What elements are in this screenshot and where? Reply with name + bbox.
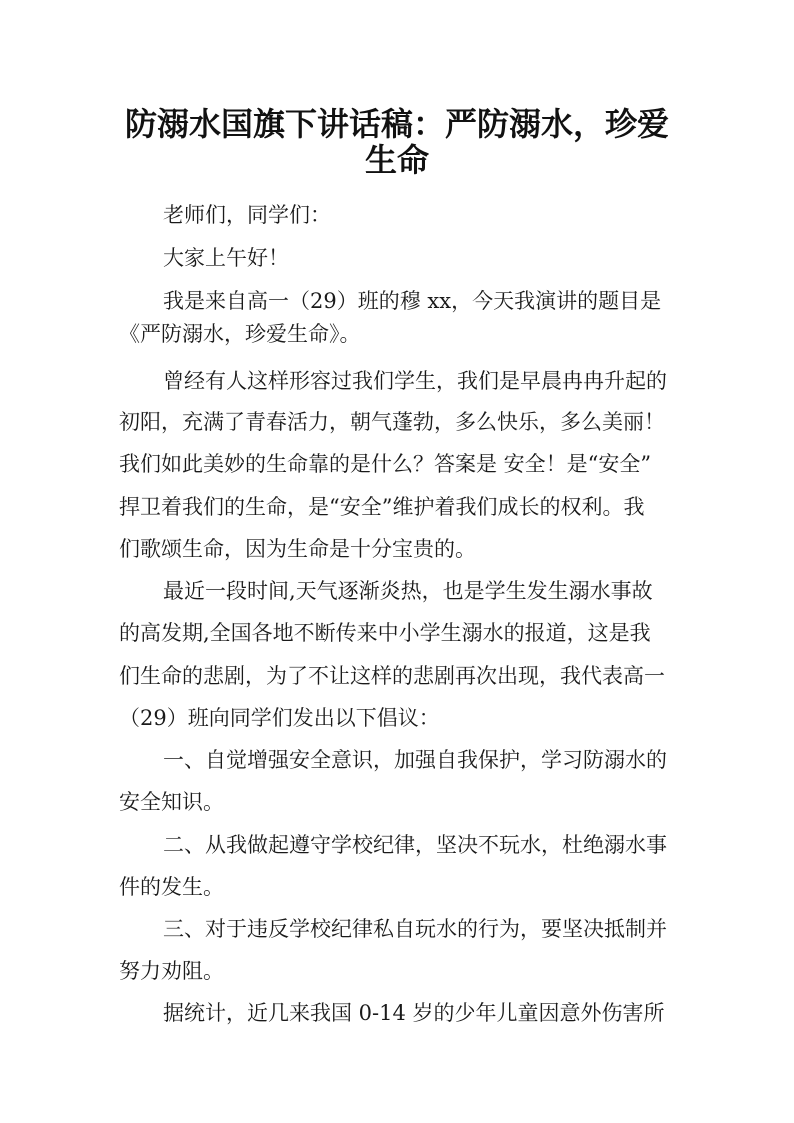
body-line: 的高发期,全国各地不断传来中小学生溺水的报道，这是我 <box>119 621 651 645</box>
body-line: 三、对于违反学校纪律私自玩水的行为，要坚决抵制并 <box>163 917 667 941</box>
body-line: 我是来自高一（29）班的穆 xx，今天我演讲的题目是 <box>163 289 662 313</box>
body-line: 初阳，充满了青春活力，朝气蓬勃，多么快乐，多么美丽！ <box>119 410 665 434</box>
body-line: 们歌颂生命，因为生命是十分宝贵的。 <box>119 537 476 561</box>
body-line: 据统计，近几来我国 0-14 岁的少年儿童因意外伤害所 <box>163 1001 665 1025</box>
body-line: （29）班向同学们发出以下倡议： <box>119 706 440 730</box>
body-line: 我们如此美妙的生命靠的是什么？答案是 安全！是“安全” <box>119 452 652 476</box>
body-line: 们生命的悲剧，为了不让这样的悲剧再次出现，我代表高一 <box>119 664 665 688</box>
body-line: 曾经有人这样形容过我们学生，我们是早晨冉冉升起的 <box>163 369 667 393</box>
title-line-1: 防溺水国旗下讲话稿：严防溺水，珍爱 <box>124 105 669 143</box>
body-line: 最近一段时间,天气逐渐炎热，也是学生发生溺水事故 <box>163 579 653 603</box>
body-line: 二、从我做起遵守学校纪律，坚决不玩水，杜绝溺水事 <box>163 833 667 857</box>
body-line: 老师们，同学们： <box>163 203 331 227</box>
body-line: 《严防溺水，珍爱生命》。 <box>119 322 361 346</box>
body-line: 一、自觉增强安全意识，加强自我保护，学习防溺水的 <box>163 748 667 772</box>
body-line: 大家上午好！ <box>163 246 289 270</box>
body-line: 件的发生。 <box>119 875 224 899</box>
body-line: 安全知识。 <box>119 790 224 814</box>
title-line-2: 生命 <box>364 141 429 179</box>
body-line: 努力劝阻。 <box>119 959 224 983</box>
body-line: 捍卫着我们的生命，是“安全”维护着我们成长的权利。我 <box>119 495 645 519</box>
